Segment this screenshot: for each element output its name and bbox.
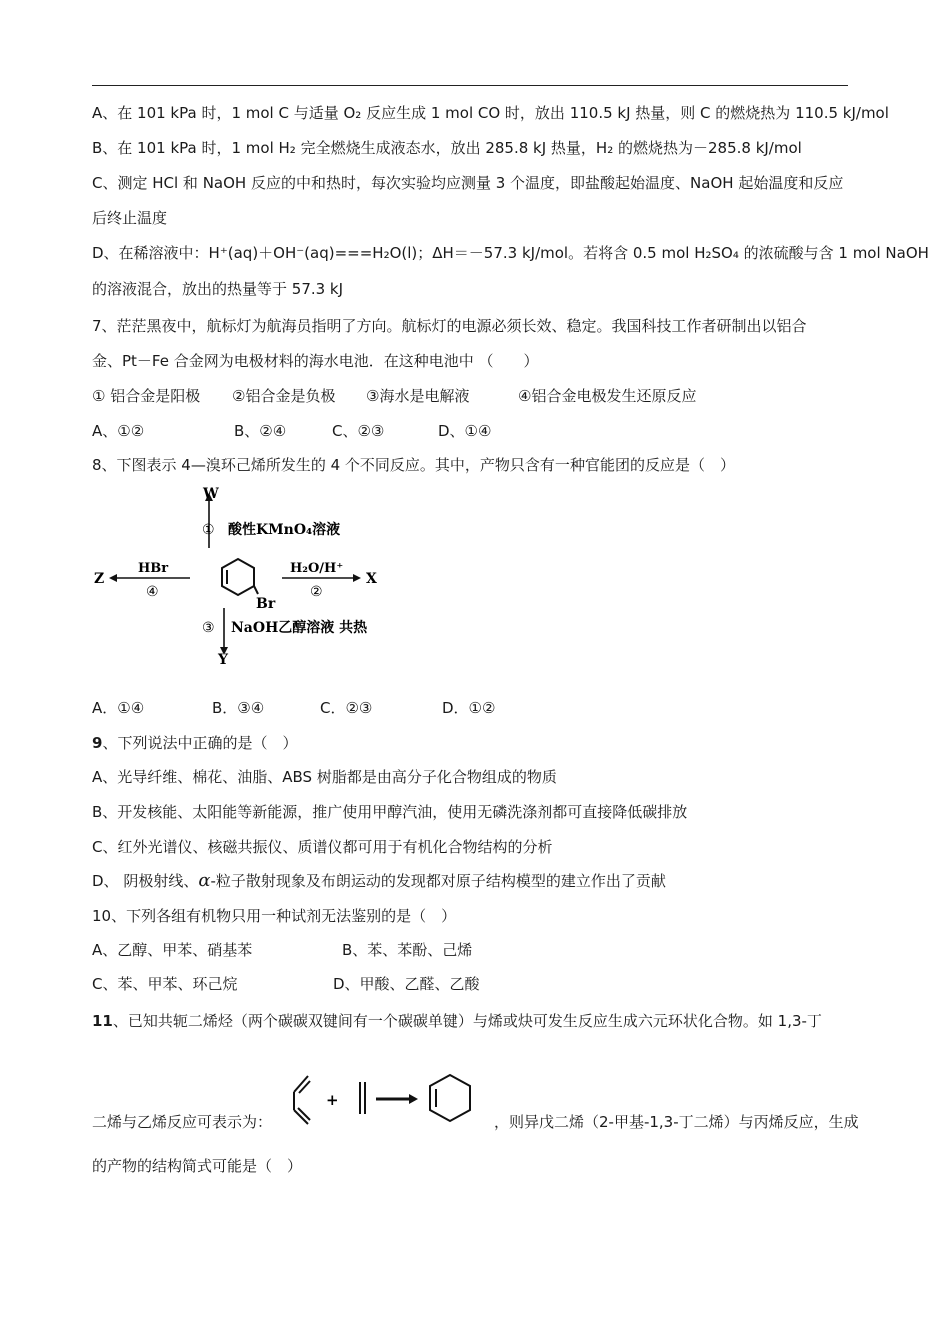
reaction-1-reagent: 酸性KMnO₄溶液 — [228, 522, 341, 538]
br-bond — [254, 586, 258, 594]
arrow-down-to-y — [220, 608, 228, 655]
q7-options — [92, 421, 491, 441]
q7-statement-2: ②铝合金是负极 — [232, 387, 336, 405]
product-w: W — [203, 486, 219, 502]
q10-option-a: A、乙醇、甲苯、硝基苯 — [92, 941, 253, 959]
q7-statements — [92, 386, 696, 406]
q9-option-b: B、开发核能、太阳能等新能源，推广使用甲醇汽油，使用无磷洗涤剂都可直接降低碳排放 — [92, 803, 688, 821]
q6-option-d-line2: 的溶液混合，放出的热量等于 57.3 kJ — [92, 280, 344, 298]
q9-option-c: C、红外光谱仪、核磁共振仪、质谱仪都可用于有机化合物结构的分析 — [92, 838, 553, 856]
q8-stem: 8、下图表示 4—溴环己烯所发生的 4 个不同反应。其中，产物只含有一种官能团的反应是（ ） — [92, 456, 735, 474]
diels-alder-example-diagram — [288, 1072, 488, 1130]
q7-option-a: A、①② — [92, 422, 145, 440]
q10-option-c: C、苯、甲苯、环己烷 — [92, 975, 238, 993]
reaction-2-number: ② — [310, 584, 323, 600]
reaction-4-number: ④ — [146, 584, 159, 600]
q11-stem-line3: 的产物的结构简式可能是（ ） — [92, 1157, 303, 1175]
reaction-3-reagent: NaOH乙醇溶液 共热 — [231, 620, 368, 636]
reaction-4-reagent: HBr — [138, 561, 169, 576]
reaction-1-number: ① — [202, 522, 215, 538]
q8-option-a: A．①④ — [92, 699, 145, 717]
q8-options — [92, 698, 495, 718]
q9-stem — [92, 733, 297, 753]
q9-option-a: A、光导纤维、棉花、油脂、ABS 树脂都是由高分子化合物组成的物质 — [92, 768, 557, 786]
q10-stem: 10、下列各组有机物只用一种试剂无法鉴别的是（ ） — [92, 907, 457, 925]
q6-option-c-line1: C、测定 HCl 和 NaOH 反应的中和热时，每次实验均应测量 3 个温度，即盐酸起始温度、NaOH 起始温度和反应 — [92, 174, 844, 192]
q11-number: 11 — [92, 1012, 113, 1030]
q7-statement-4: ④铝合金电极发生还原反应 — [518, 387, 697, 405]
ethylene-structure — [360, 1082, 365, 1114]
q10-option-d: D、甲酸、乙醛、乙酸 — [333, 975, 480, 993]
header-rule — [92, 85, 848, 86]
q7-statement-1: ① 铝合金是阳极 — [92, 387, 201, 405]
cyclohexene-product — [430, 1075, 470, 1121]
q6-option-d-line1: D、在稀溶液中：H⁺(aq)＋OH⁻(aq)===H₂O(l)；ΔH＝－57.3 kJ/mol。若将含 0.5 mol H₂SO₄ 的浓硫酸与含 1 mol NaOH — [92, 244, 929, 262]
q7-stem-line1: 7、茫茫黑夜中，航标灯为航海员指明了方向。航标灯的电源必须长效、稳定。我国科技工作者研制出以铝合 — [92, 317, 807, 335]
cyclohexene-ring — [222, 559, 254, 595]
reaction-arrow — [376, 1094, 418, 1104]
plus-sign: + — [326, 1091, 339, 1109]
q9-number: 9 — [92, 734, 103, 752]
alpha-symbol: α — [198, 870, 211, 891]
q8-option-c: C．②③ — [320, 699, 373, 717]
butadiene-structure — [294, 1076, 310, 1124]
q10-options-row2 — [92, 974, 480, 994]
q6-option-a: A、在 101 kPa 时，1 mol C 与适量 O₂ 反应生成 1 mol CO 时，放出 110.5 kJ 热量，则 C 的燃烧热为 110.5 kJ/mol — [92, 104, 889, 122]
product-x: X — [366, 571, 377, 587]
reaction-3-number: ③ — [202, 620, 215, 636]
q10-options-row1 — [92, 940, 472, 960]
q11-stem-line1 — [92, 1011, 822, 1031]
q11-stem-text: 、已知共轭二烯烃（两个碳碳双键间有一个碳碳单键）与烯或炔可发生反应生成六元环状化合物。如 1,3-丁 — [112, 1012, 822, 1030]
bromocyclohexene-reaction-diagram — [92, 484, 412, 670]
product-z: Z — [94, 571, 105, 587]
product-y: Y — [218, 652, 228, 668]
q6-option-b: B、在 101 kPa 时，1 mol H₂ 完全燃烧生成液态水，放出 285.8 kJ 热量，H₂ 的燃烧热为－285.8 kJ/mol — [92, 139, 802, 157]
q11-stem-line2-suffix: ，则异戊二烯（2-甲基-1,3-丁二烯）与丙烯反应，生成 — [494, 1113, 859, 1131]
q11-stem-line2-prefix: 二烯与乙烯反应可表示为： — [92, 1113, 273, 1131]
q9-stem-text: 、下列说法中正确的是（ ） — [102, 734, 298, 752]
q6-option-c-line2: 后终止温度 — [92, 209, 168, 227]
q7-statement-3: ③海水是电解液 — [366, 387, 470, 405]
q9-option-d-suffix: -粒子散射现象及布朗运动的发现都对原子结构模型的建立作出了贡献 — [210, 872, 666, 890]
br-label: Br — [256, 596, 276, 612]
q7-stem-line2: 金、Pt－Fe 合金网为电极材料的海水电池．在这种电池中 （ ） — [92, 352, 539, 370]
q7-option-d: D、①④ — [438, 422, 492, 440]
q8-option-b: B．③④ — [212, 699, 265, 717]
q9-option-d — [92, 871, 666, 891]
reaction-2-reagent: H₂O/H⁺ — [290, 561, 344, 576]
q8-option-d: D．①② — [442, 699, 496, 717]
q9-option-d-prefix: D、 阴极射线、 — [92, 872, 199, 890]
q7-option-c: C、②③ — [332, 422, 385, 440]
q10-option-b: B、苯、苯酚、己烯 — [342, 941, 473, 959]
q7-option-b: B、②④ — [234, 422, 287, 440]
